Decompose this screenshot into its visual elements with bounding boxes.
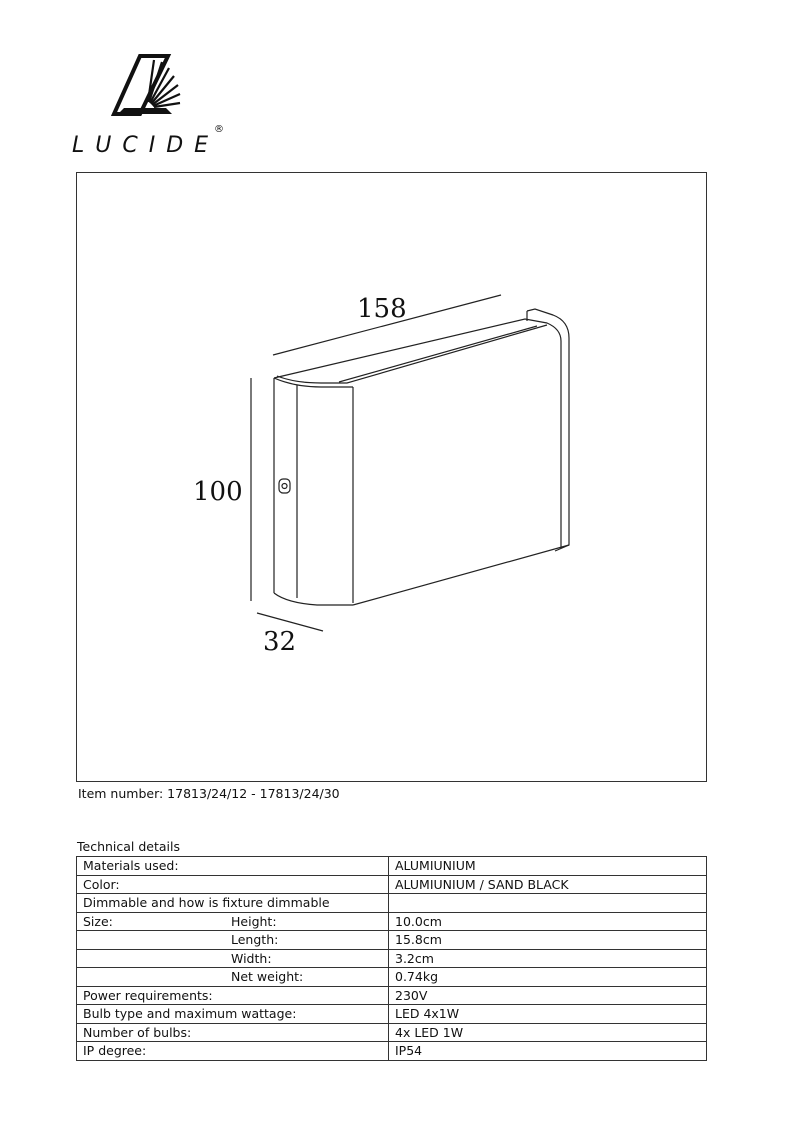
table-row [77,894,707,913]
lucide-logo-mark [70,52,240,162]
technical-details-caption: Technical details [77,839,181,854]
dim-length: 158 [357,294,407,324]
row-value [389,894,707,913]
row-value: ALUMIUNIUM [389,857,707,876]
table-row [77,968,707,987]
item-number: Item number: 17813/24/12 - 17813/24/30 [78,786,340,801]
row-label [77,968,389,987]
wall-light-drawing [77,173,708,783]
size-label: Size: [83,913,113,929]
size-sub-label: Net weight: [231,969,304,985]
row-value: 4x LED 1W [389,1023,707,1042]
table-row [77,986,707,1005]
size-sub-label: Length: [231,932,279,948]
row-label: Bulb type and maximum wattage: [77,1005,389,1024]
product-drawing [76,172,707,782]
row-label [77,931,389,950]
row-label: Dimmable and how is fixture dimmable [77,894,389,913]
table-row [77,1023,707,1042]
size-sub-label: Width: [231,950,272,966]
table-row [77,912,707,931]
dim-height: 100 [193,477,243,507]
row-value: LED 4x1W [389,1005,707,1024]
row-value: 230V [389,986,707,1005]
table-row [77,931,707,950]
table-row [77,857,707,876]
row-value: 3.2cm [389,949,707,968]
row-label: Number of bulbs: [77,1023,389,1042]
table-row [77,875,707,894]
svg-text:LUCIDE: LUCIDE [72,133,220,158]
table-row [77,1005,707,1024]
lucide-logo [70,52,240,162]
table-row [77,949,707,968]
row-value: 10.0cm [389,912,707,931]
dim-width: 32 [263,627,297,657]
table-row [77,1042,707,1061]
row-label: Materials used: [77,857,389,876]
row-label: Power requirements: [77,986,389,1005]
svg-text:®: ® [214,124,224,135]
row-value: IP54 [389,1042,707,1061]
row-label: Color: [77,875,389,894]
row-label [77,912,389,931]
technical-details-table [76,856,707,1061]
row-value: 15.8cm [389,931,707,950]
size-sub-label: Height: [231,913,277,929]
row-value: ALUMIUNIUM / SAND BLACK [389,875,707,894]
row-label [77,949,389,968]
row-value: 0.74kg [389,968,707,987]
row-label: IP degree: [77,1042,389,1061]
